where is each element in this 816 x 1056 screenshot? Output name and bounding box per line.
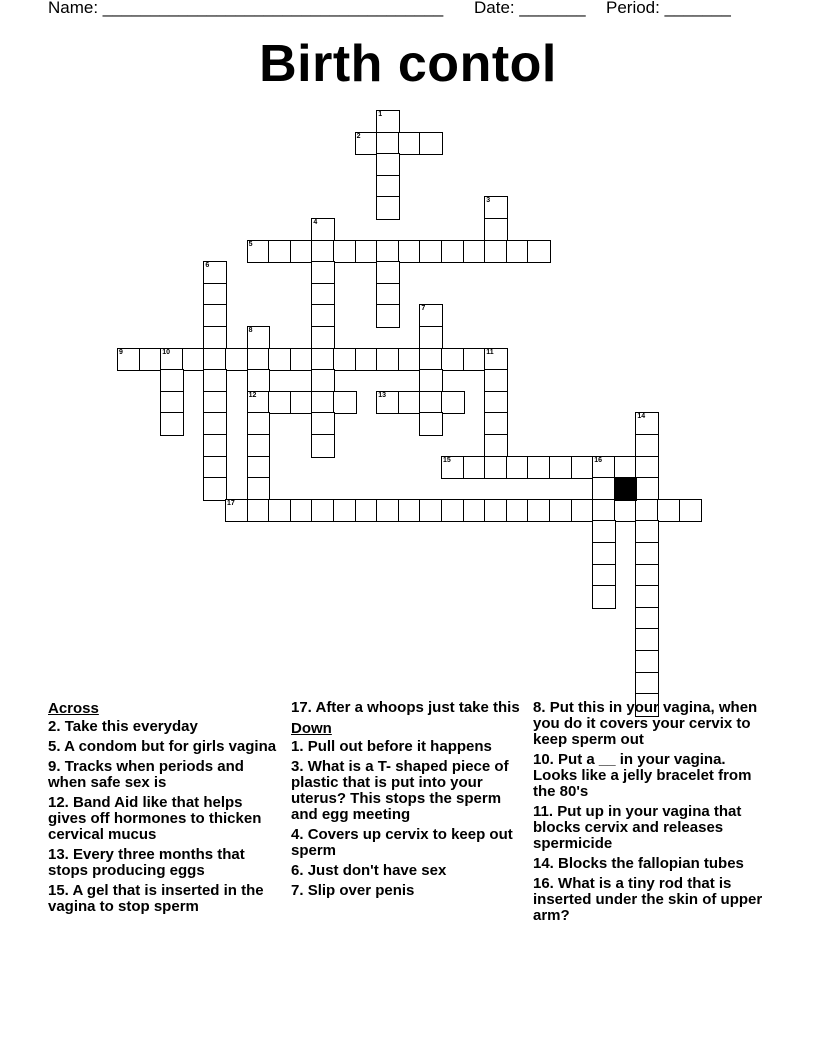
grid-cell[interactable]	[203, 391, 227, 415]
grid-cell[interactable]	[441, 348, 465, 372]
clue-item-text: After a whoops just take this	[315, 699, 520, 716]
clue-column-1	[48, 700, 280, 919]
grid-cell[interactable]	[635, 434, 659, 458]
grid-cell[interactable]	[614, 456, 638, 480]
grid-cell[interactable]	[571, 499, 595, 523]
grid-cell[interactable]	[311, 348, 335, 372]
clue-item-number: 3.	[291, 758, 304, 775]
grid-cell[interactable]	[635, 672, 659, 696]
grid-cell[interactable]	[484, 412, 508, 436]
grid-cell[interactable]	[311, 412, 335, 436]
grid-cell[interactable]	[635, 628, 659, 652]
clue-number: 8	[248, 327, 253, 334]
grid-cell[interactable]	[268, 391, 292, 415]
clue-item-text: A condom but for girls vagina	[64, 738, 277, 755]
clue-item-number: 2.	[48, 718, 61, 735]
grid-cell[interactable]	[635, 542, 659, 566]
grid-cell[interactable]	[376, 283, 400, 307]
grid-cell[interactable]	[247, 456, 271, 480]
grid-cell[interactable]	[333, 391, 357, 415]
clue-item-number: 6.	[291, 862, 304, 879]
grid-cell[interactable]	[679, 499, 703, 523]
clue-item-number: 17.	[291, 699, 312, 716]
grid-cell[interactable]	[376, 132, 400, 156]
grid-cell[interactable]	[635, 477, 659, 501]
grid-cell[interactable]	[398, 348, 422, 372]
clue-number: 11	[486, 348, 494, 356]
grid-cell[interactable]	[635, 499, 659, 523]
clue-item-text: Tracks when periods and when safe sex is	[48, 758, 244, 791]
grid-cell[interactable]	[311, 326, 335, 350]
grid-cell[interactable]	[484, 391, 508, 415]
grid-cell[interactable]	[398, 499, 422, 523]
grid-cell[interactable]	[311, 240, 335, 264]
grid-cell[interactable]	[311, 434, 335, 458]
grid-cell[interactable]	[484, 499, 508, 523]
grid-cell[interactable]	[290, 499, 314, 523]
grid-cell[interactable]	[506, 456, 530, 480]
grid-cell[interactable]	[290, 240, 314, 264]
grid-cell[interactable]	[376, 499, 400, 523]
grid-cell[interactable]	[506, 240, 530, 264]
clue-item-number: 13.	[48, 846, 69, 863]
clue-item	[533, 856, 765, 872]
crossword-grid	[117, 110, 717, 700]
clue-item	[291, 759, 523, 823]
clue-number: 7	[421, 305, 426, 313]
grid-cell[interactable]	[419, 132, 443, 156]
grid-cell[interactable]	[376, 261, 400, 285]
grid-cell[interactable]	[635, 520, 659, 544]
clue-number: 4	[313, 219, 318, 226]
grid-cell[interactable]	[247, 499, 271, 523]
grid-cell[interactable]	[376, 196, 400, 220]
clue-number: 12	[248, 391, 257, 399]
clue-item-text: Slip over penis	[307, 882, 415, 899]
grid-cell[interactable]	[484, 196, 508, 220]
grid-cell[interactable]	[506, 499, 530, 523]
clue-item-number: 10.	[533, 751, 554, 768]
grid-cell[interactable]	[549, 456, 573, 480]
grid-cell[interactable]	[117, 348, 141, 372]
grid-cell[interactable]	[635, 564, 659, 588]
clue-number: 10	[162, 348, 170, 356]
clue-item	[533, 700, 765, 748]
grid-cell[interactable]	[527, 240, 551, 264]
grid-cell[interactable]	[635, 607, 659, 631]
grid-cell[interactable]	[203, 261, 227, 285]
grid-cell[interactable]	[484, 218, 508, 242]
grid-cell[interactable]	[182, 348, 206, 372]
clue-item-text: Put a __ in your vagina. Looks like a jelly bracelet from the 80's	[533, 751, 752, 800]
clue-item-number: 15.	[48, 882, 69, 899]
grid-cell[interactable]	[311, 304, 335, 328]
grid-cell[interactable]	[484, 240, 508, 264]
clue-item-number: 11.	[533, 803, 554, 820]
grid-cell[interactable]	[527, 456, 551, 480]
grid-cell[interactable]	[376, 240, 400, 264]
clue-item-text: Covers up cervix to keep out sperm	[291, 826, 513, 859]
grid-cell[interactable]	[419, 499, 443, 523]
clue-item	[533, 804, 765, 852]
grid-cell[interactable]	[419, 326, 443, 350]
grid-cell[interactable]	[203, 326, 227, 350]
period-field[interactable]: Period: _______	[606, 0, 731, 17]
grid-cell[interactable]	[160, 412, 184, 436]
clue-number: 2	[356, 132, 361, 140]
grid-cell[interactable]	[398, 391, 422, 415]
clue-number: 15	[443, 456, 451, 464]
clue-item	[48, 847, 280, 879]
grid-cell[interactable]	[592, 542, 616, 566]
grid-cell[interactable]	[225, 348, 249, 372]
grid-cell[interactable]	[311, 391, 335, 415]
grid-cell[interactable]	[441, 240, 465, 264]
grid-cell[interactable]	[527, 499, 551, 523]
clue-item	[291, 827, 523, 859]
grid-cell[interactable]	[592, 520, 616, 544]
grid-cell[interactable]	[484, 348, 508, 372]
grid-cell[interactable]	[247, 348, 271, 372]
grid-cell[interactable]	[635, 456, 659, 480]
grid-cell[interactable]	[419, 304, 443, 328]
grid-cell[interactable]	[355, 240, 379, 264]
clue-item	[48, 883, 280, 915]
clue-item-text: What is a T- shaped piece of plastic that is put into your uterus? This stops the sperm and egg meeting	[291, 758, 509, 823]
clue-number: 5	[248, 240, 253, 248]
worksheet-header	[48, 0, 788, 20]
grid-cell[interactable]	[484, 456, 508, 480]
grid-cell[interactable]	[311, 499, 335, 523]
grid-cell[interactable]	[290, 348, 314, 372]
grid-cell[interactable]	[333, 348, 357, 372]
grid-cell[interactable]	[657, 499, 681, 523]
grid-cell[interactable]	[419, 391, 443, 415]
grid-cell[interactable]	[571, 456, 595, 480]
clue-number: 9	[119, 348, 123, 356]
grid-cell[interactable]	[635, 585, 659, 609]
clue-item	[291, 863, 523, 879]
clue-item	[48, 759, 280, 791]
clue-item-text: Just don't have sex	[307, 862, 447, 879]
clue-number: 14	[637, 413, 646, 421]
grid-cell[interactable]	[592, 477, 616, 501]
clue-item	[48, 739, 280, 755]
clue-item-number: 1.	[291, 738, 304, 755]
grid-cell[interactable]	[463, 499, 487, 523]
grid-cell[interactable]	[139, 348, 163, 372]
clue-item	[533, 876, 765, 924]
clue-item-number: 14.	[533, 855, 554, 872]
grid-cell[interactable]	[398, 132, 422, 156]
clue-column-3	[533, 700, 765, 928]
grid-cell[interactable]	[355, 132, 379, 156]
clue-item-number: 5.	[48, 738, 61, 755]
grid-cell[interactable]	[268, 499, 292, 523]
grid-cell[interactable]	[355, 499, 379, 523]
clue-number: 6	[205, 262, 210, 270]
grid-cell[interactable]	[376, 304, 400, 328]
grid-cell[interactable]	[247, 391, 271, 415]
grid-cell[interactable]	[268, 240, 292, 264]
grid-cell[interactable]	[463, 348, 487, 372]
grid-cell[interactable]	[268, 348, 292, 372]
grid-cell[interactable]	[225, 499, 249, 523]
grid-cell[interactable]	[203, 283, 227, 307]
grid-cell[interactable]	[355, 348, 379, 372]
down-heading: Down	[291, 720, 332, 737]
puzzle-title: Birth contol	[259, 35, 557, 93]
grid-cell[interactable]	[311, 369, 335, 393]
grid-cell[interactable]	[203, 348, 227, 372]
grid-cell[interactable]	[247, 477, 271, 501]
grid-cell[interactable]	[441, 456, 465, 480]
clue-number: 13	[378, 391, 386, 399]
grid-cell[interactable]	[419, 412, 443, 436]
grid-cell[interactable]	[419, 369, 443, 393]
clue-item-number: 12.	[48, 794, 69, 811]
clue-item	[48, 795, 280, 843]
grid-cell[interactable]	[333, 499, 357, 523]
date-field[interactable]: Date: _______	[474, 0, 586, 17]
clue-item	[291, 883, 523, 899]
grid-cell[interactable]	[398, 240, 422, 264]
clue-item-text: A gel that is inserted in the vagina to stop sperm	[48, 882, 264, 915]
clue-item	[291, 739, 523, 755]
grid-cell[interactable]	[203, 304, 227, 328]
clue-item	[533, 752, 765, 800]
clue-number: 1	[378, 111, 383, 118]
grid-cell[interactable]	[419, 240, 443, 264]
clue-item-number: 9.	[48, 758, 61, 775]
grid-cell[interactable]	[376, 110, 400, 134]
grid-cell[interactable]	[441, 391, 465, 415]
grid-cell[interactable]	[419, 348, 443, 372]
clue-item-text: Blocks the fallopian tubes	[558, 855, 744, 872]
grid-cell[interactable]	[203, 477, 227, 501]
clue-item	[48, 719, 280, 735]
grid-cell[interactable]	[311, 283, 335, 307]
grid-cell[interactable]	[635, 412, 659, 436]
clue-number: 17	[227, 499, 235, 507]
clue-item	[291, 700, 523, 716]
grid-cell[interactable]	[484, 434, 508, 458]
grid-cell[interactable]	[203, 434, 227, 458]
clue-item-number: 7.	[291, 882, 304, 899]
clue-item-text: Put up in your vagina that blocks cervix and releases spermicide	[533, 803, 742, 852]
grid-cell[interactable]	[247, 369, 271, 393]
clue-item-number: 4.	[291, 826, 304, 843]
grid-cell[interactable]	[203, 412, 227, 436]
grid-cell[interactable]	[592, 564, 616, 588]
clue-column-2	[291, 700, 523, 903]
grid-cell[interactable]	[333, 240, 357, 264]
name-field[interactable]: Name: ____________________________________	[48, 0, 444, 17]
grid-cell[interactable]	[160, 369, 184, 393]
grid-cell[interactable]	[290, 391, 314, 415]
grid-cell[interactable]	[247, 412, 271, 436]
grid-cell[interactable]	[376, 348, 400, 372]
clue-item-number: 8.	[533, 699, 546, 716]
clue-number: 16	[594, 456, 602, 464]
grid-cell[interactable]	[635, 650, 659, 674]
grid-cell[interactable]	[247, 434, 271, 458]
grid-cell[interactable]	[549, 499, 573, 523]
grid-cell[interactable]	[592, 456, 616, 480]
grid-cell[interactable]	[463, 240, 487, 264]
grid-cell[interactable]	[376, 153, 400, 177]
grid-cell[interactable]	[247, 240, 271, 264]
grid-cell[interactable]	[311, 218, 335, 242]
grid-cell[interactable]	[376, 175, 400, 199]
clue-item-number: 16.	[533, 875, 554, 892]
grid-cell[interactable]	[441, 499, 465, 523]
clue-item-text: Take this everyday	[64, 718, 198, 735]
grid-cell[interactable]	[614, 499, 638, 523]
clue-item-text: What is a tiny rod that is inserted under the skin of upper arm?	[533, 875, 763, 924]
across-heading: Across	[48, 700, 99, 717]
grid-cell[interactable]	[247, 326, 271, 350]
grid-block	[614, 477, 638, 501]
grid-cell[interactable]	[592, 585, 616, 609]
grid-cell[interactable]	[203, 456, 227, 480]
grid-cell[interactable]	[376, 391, 400, 415]
grid-cell[interactable]	[160, 391, 184, 415]
clue-item-text: Put this in your vagina, when you do it covers your cervix to keep sperm out	[533, 699, 758, 748]
grid-cell[interactable]	[311, 261, 335, 285]
grid-cell[interactable]	[203, 369, 227, 393]
clue-item-text: Pull out before it happens	[307, 738, 492, 755]
grid-cell[interactable]	[484, 369, 508, 393]
grid-cell[interactable]	[160, 348, 184, 372]
clue-number: 3	[486, 197, 491, 205]
clue-item-text: Every three months that stops producing eggs	[48, 846, 245, 879]
grid-cell[interactable]	[463, 456, 487, 480]
clue-item-text: Band Aid like that helps gives off hormones to thicken cervical mucus	[48, 794, 262, 843]
grid-cell[interactable]	[592, 499, 616, 523]
